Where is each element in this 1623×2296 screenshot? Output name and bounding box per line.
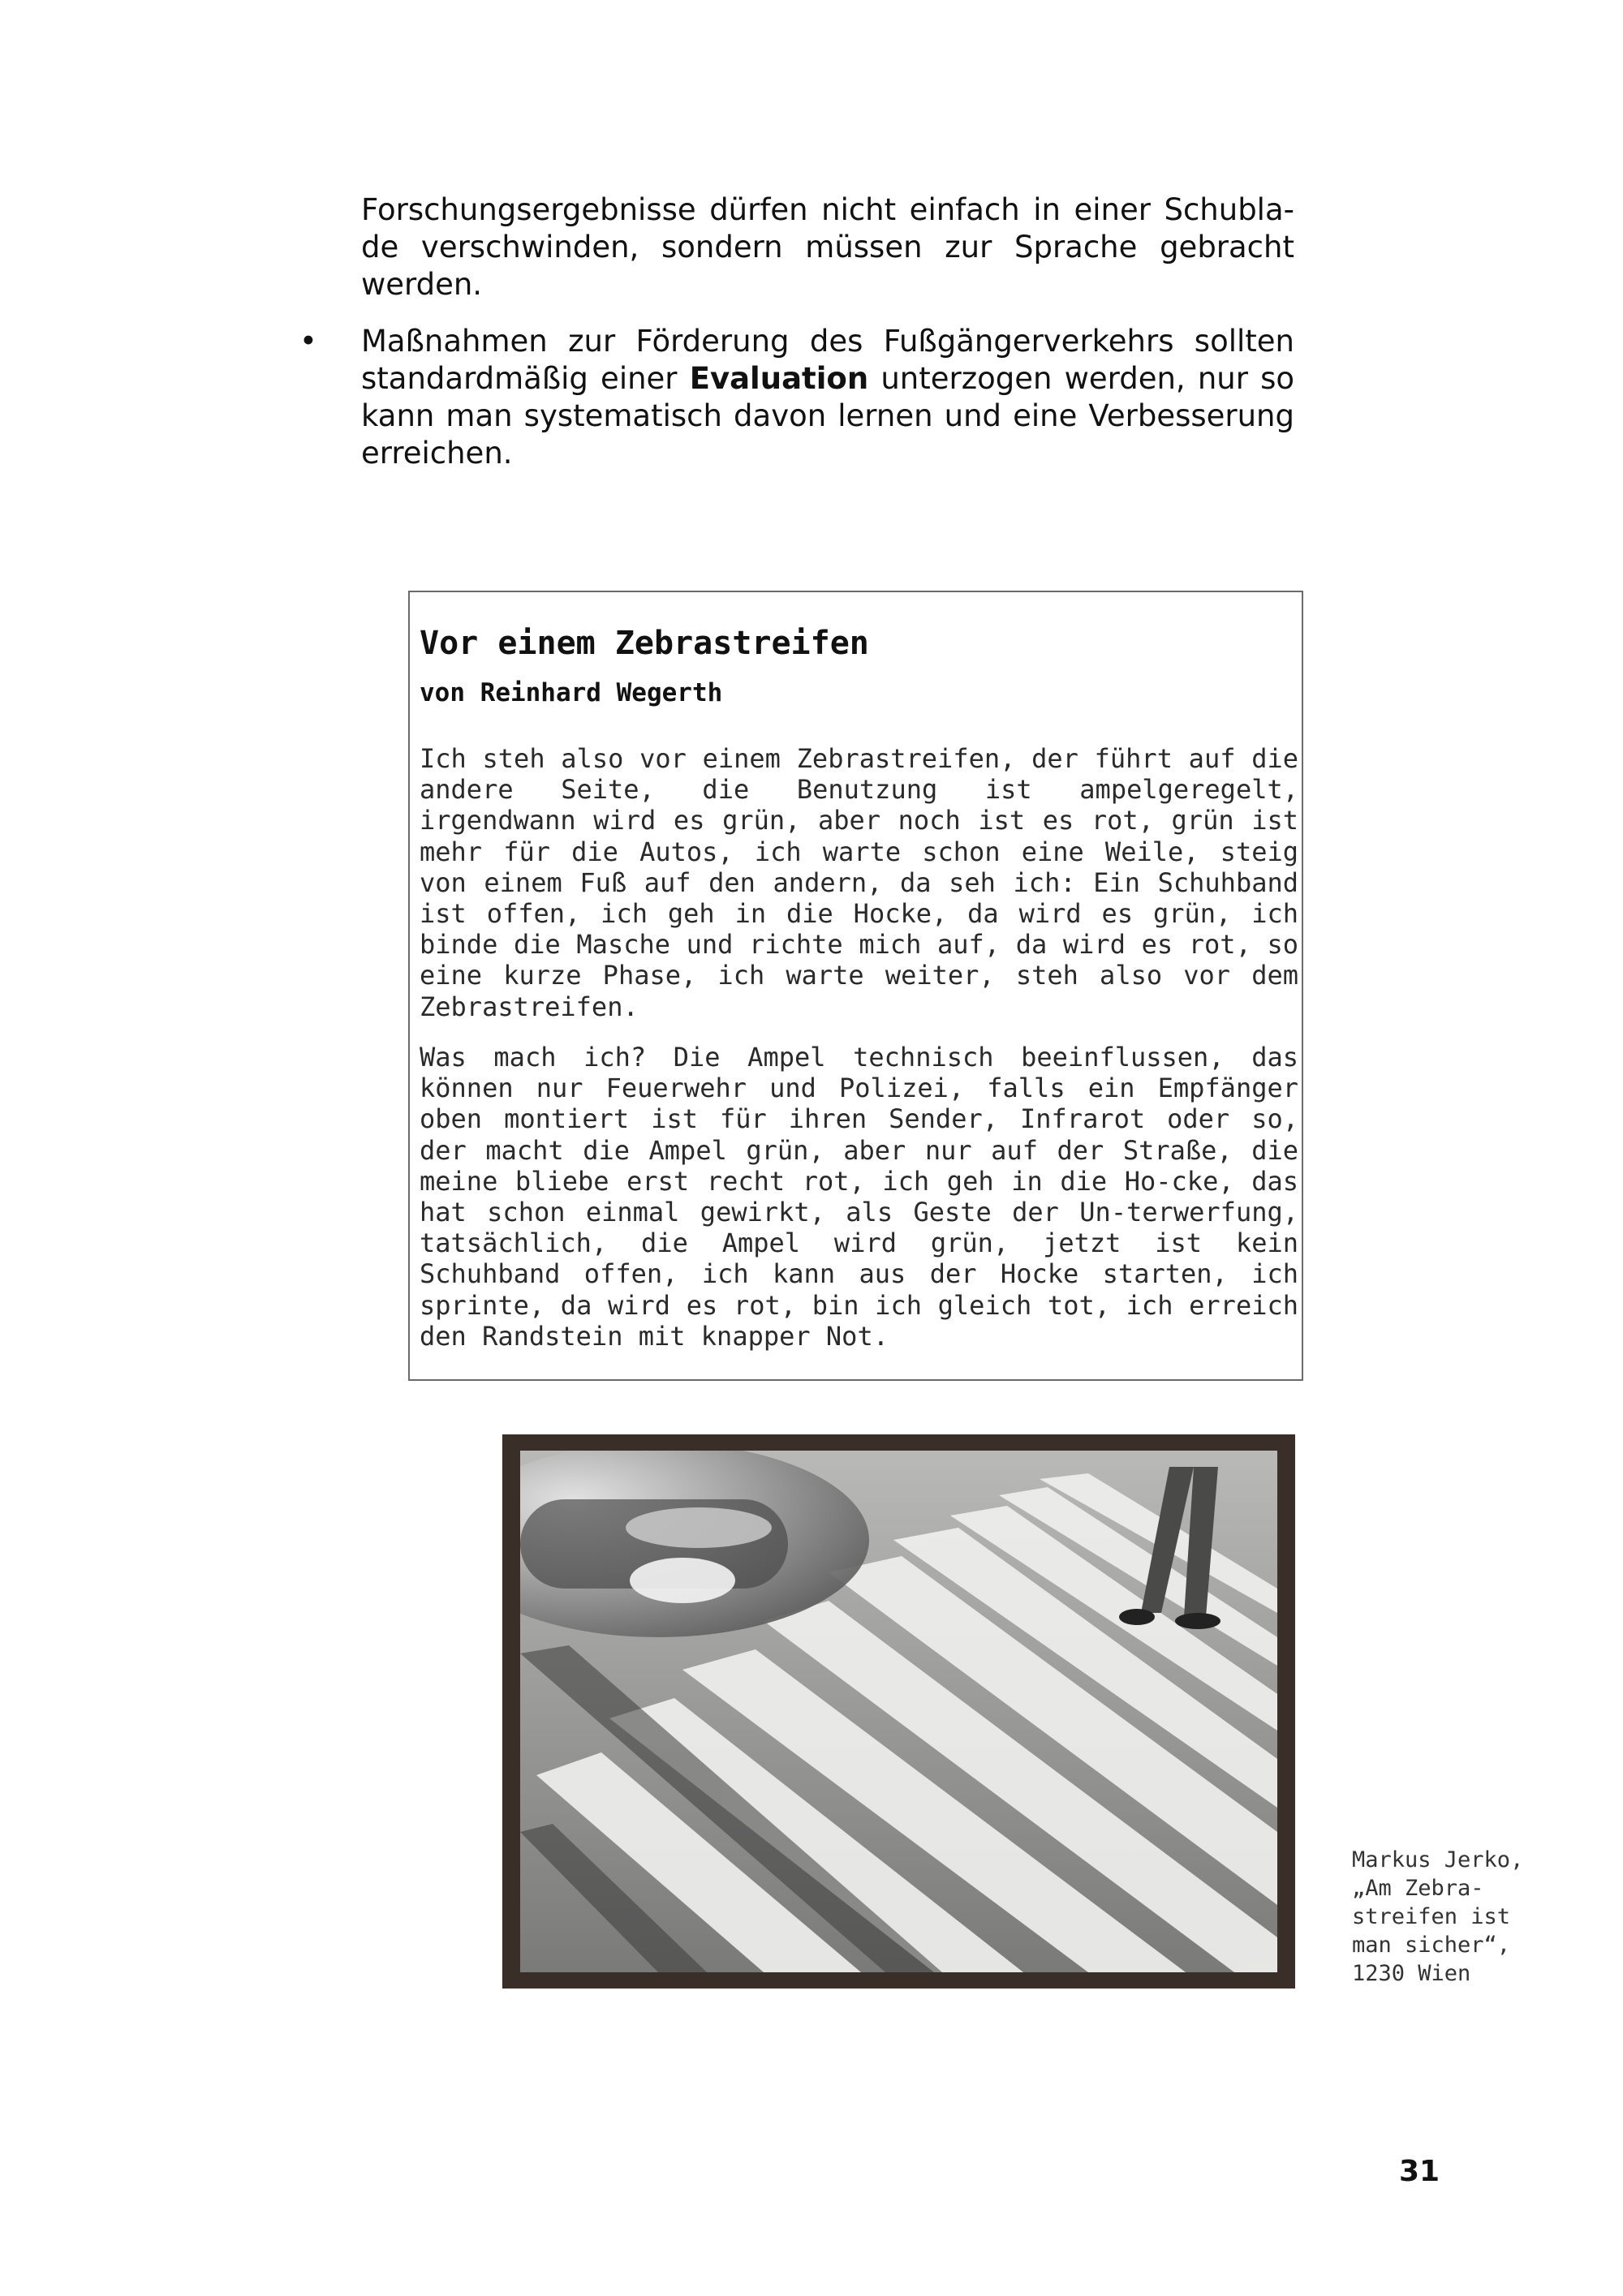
caption-line-3: streifen ist <box>1352 1904 1511 1929</box>
page-number: 31 <box>1399 2155 1440 2188</box>
zebra-crossing-photo <box>520 1451 1277 1972</box>
bullet-bold-term: Evaluation <box>689 361 869 396</box>
bullet-item <box>299 323 1294 472</box>
caption-line-4: man sicher“, <box>1352 1933 1511 1958</box>
photo-caption <box>1352 1846 1563 1988</box>
caption-line-1: Markus Jerko, <box>1352 1847 1524 1872</box>
poem-stanza-2: Was mach ich? Die Ampel technisch beeinflussen, das können nur Feuerwehr und Polizei, falls ein Empfänger oben montiert ist für ihren Sender, Infrarot oder so, der macht die Ampel grün, aber nur auf der Straße, die meine bliebe erst recht rot, ich geh in die Ho-cke, das hat schon einmal gewirkt, als Geste der Un-terwerfung, tatsächlich, die Ampel wird grün, jetzt ist kein Schuhband offen, ich kann aus der Hocke starten, ich sprinte, da wird es rot, bin ich gleich tot, ich erreich den Randstein mit knapper Not. <box>420 1042 1298 1352</box>
zebra-crossing-illustration <box>520 1451 1277 1972</box>
intro-paragraph: Forschungsergebnisse dürfen nicht einfach in einer Schubla-de verschwinden, sondern müssen zur Sprache gebracht werden. <box>361 192 1294 302</box>
caption-line-5: 1230 Wien <box>1352 1961 1471 1986</box>
bullet-text-start: Maßnahmen zur Förderung des Fußgängerverkehrs sollten standardmäßig einer <box>361 324 1294 396</box>
bullet-text-end: unterzogen werden, nur so kann man systematisch davon lernen und eine Verbesserung erreichen. <box>361 361 1294 471</box>
caption-line-2: „Am Zebra- <box>1352 1876 1484 1901</box>
poem-author: von Reinhard Wegerth <box>420 678 723 707</box>
poem-box <box>408 591 1303 1381</box>
poem-title: Vor einem Zebrastreifen <box>420 625 869 662</box>
photo-frame <box>502 1434 1295 1989</box>
poem-stanza-1: Ich steh also vor einem Zebrastreifen, der führt auf die andere Seite, die Benutzung ist ampelgeregelt, irgendwann wird es grün, aber noch ist es rot, grün ist mehr für die Autos, ich warte schon eine Weile, steig von einem Fuß auf den andern, da seh ich: Ein Schuhband ist offen, ich geh in die Hocke, da wird es grün, ich binde die Masche und richte mich auf, da wird es rot, so eine kurze Phase, ich warte weiter, steh also vor dem Zebrastreifen. <box>420 743 1298 1022</box>
bullet-marker: • <box>299 324 317 359</box>
